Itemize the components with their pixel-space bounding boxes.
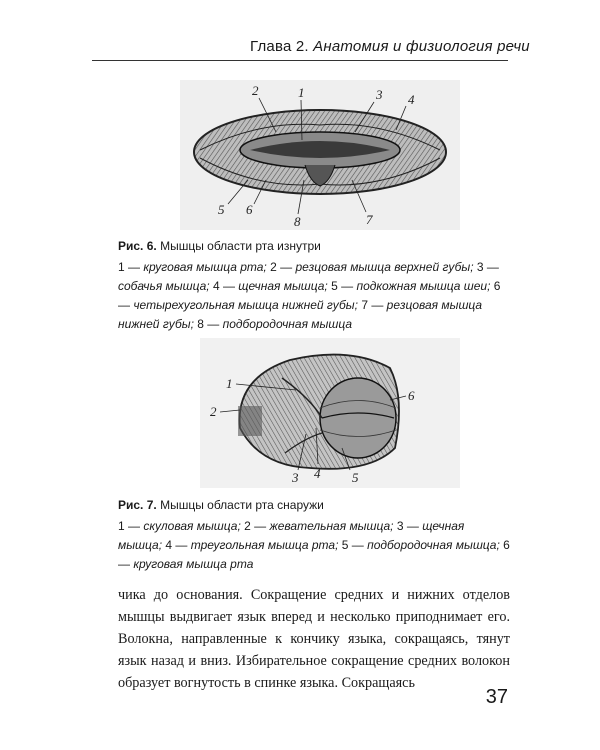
legend-text: скуловая мышца;	[143, 519, 241, 533]
legend-number: 2 —	[270, 260, 293, 274]
fig6-label-4: 4	[408, 92, 415, 107]
figure-7-illustration	[200, 338, 460, 488]
chapter-number: Глава 2.	[250, 38, 309, 55]
figure-6-illustration	[180, 80, 460, 230]
fig7-orbicularis	[320, 378, 396, 458]
legend-text: четырехугольная мышца нижней губы;	[133, 298, 358, 312]
legend-number: 5 —	[341, 538, 364, 552]
legend-number: 6 —	[118, 279, 501, 312]
legend-number: 7 —	[361, 298, 384, 312]
running-header	[250, 38, 530, 55]
legend-text: подбородочная мышца	[222, 317, 352, 331]
figure-6-title: Мышцы области рта изнутри	[160, 239, 321, 253]
fig6-label-1: 1	[298, 85, 305, 100]
fig7-label-4: 4	[314, 466, 321, 481]
legend-number: 4 —	[165, 538, 188, 552]
legend-number: 6 —	[118, 538, 510, 571]
fig6-label-5: 5	[218, 202, 225, 217]
legend-number: 8 —	[197, 317, 220, 331]
header-rule	[92, 60, 508, 61]
figure-6-caption	[118, 239, 321, 253]
legend-text: резцовая мышца верхней губы;	[295, 260, 474, 274]
legend-number: 1 —	[118, 519, 141, 533]
body-paragraph: чика до основания. Сокращение средних и нижних отделов мышцы выдвигает язык вперед и несколько приподнимает его. Волокна, направленные к кончику языка, сокращаясь, тянут язык назад и вниз. Избирательное сокращение средних волокон образует вогнутость в спинке языка. Сокращаясь	[118, 587, 510, 691]
legend-text: щечная мышца;	[118, 519, 465, 552]
figure-7-title: Мышцы области рта снаружи	[160, 498, 324, 512]
fig6-label-6: 6	[246, 202, 253, 217]
legend-text: резцовая мышца нижней губы;	[118, 298, 483, 331]
legend-text: собачья мышца;	[118, 279, 210, 293]
legend-text: щечная мышца;	[238, 279, 328, 293]
legend-text: круговая мышца рта;	[143, 260, 267, 274]
figure-6-number: Рис. 6.	[118, 239, 157, 253]
figure-7-caption	[118, 498, 324, 512]
page-number: 37	[485, 686, 508, 708]
legend-text: жевательная мышца;	[269, 519, 394, 533]
fig6-label-8: 8	[294, 214, 301, 229]
legend-text: треугольная мышца рта;	[190, 538, 339, 552]
legend-number: 4 —	[212, 279, 235, 293]
fig6-label-7: 7	[366, 212, 373, 227]
legend-text: подбородочная мышца;	[367, 538, 500, 552]
figure-7-number: Рис. 7.	[118, 498, 157, 512]
chapter-title: Анатомия и физиология речи	[313, 38, 530, 55]
legend-number: 3 —	[396, 519, 419, 533]
fig7-label-6: 6	[408, 388, 415, 403]
fig6-label-3: 3	[376, 87, 383, 102]
fig7-label-2: 2	[210, 404, 217, 419]
legend-number: 3 —	[476, 260, 499, 274]
figure-7-legend	[118, 517, 510, 574]
fig7-label-1: 1	[226, 376, 233, 391]
fig7-label-3: 3	[292, 470, 299, 485]
fig7-label-5: 5	[352, 470, 359, 485]
figure-6-legend	[118, 258, 510, 334]
legend-number: 1 —	[118, 260, 141, 274]
legend-text: круговая мышца рта	[133, 557, 254, 571]
fig6-label-2: 2	[252, 83, 259, 98]
legend-number: 2 —	[244, 519, 267, 533]
legend-text: подкожная мышца шеи;	[356, 279, 491, 293]
legend-number: 5 —	[331, 279, 354, 293]
